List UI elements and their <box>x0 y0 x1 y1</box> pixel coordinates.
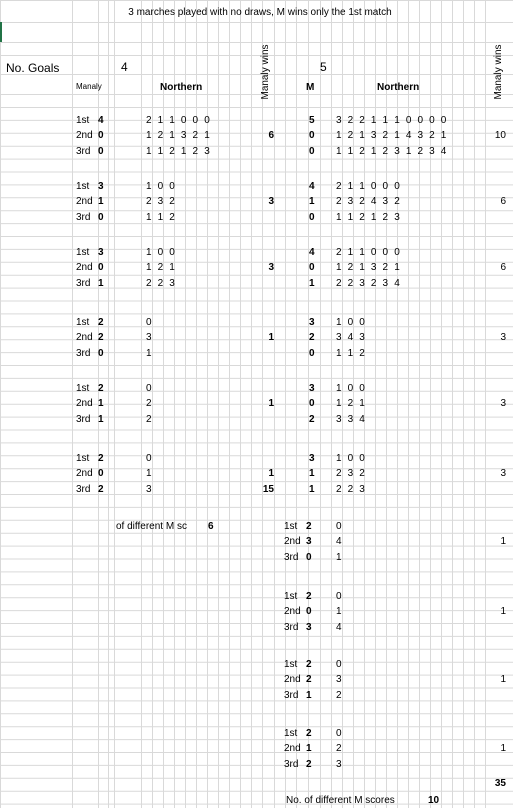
match-label[interactable]: 2nd <box>76 130 93 142</box>
northern-scores[interactable]: 2 1 1 0 0 0 <box>336 181 403 192</box>
match-label[interactable]: 2nd <box>284 674 301 686</box>
northern-scores[interactable]: 1 0 0 <box>146 181 178 192</box>
match-label[interactable]: 1st <box>284 521 298 532</box>
m-score[interactable]: 2 <box>306 659 312 670</box>
manaly-wins-count[interactable]: 6 <box>268 130 274 142</box>
northern-scores[interactable]: 2 3 2 4 3 2 <box>336 196 403 208</box>
m-score[interactable]: 2 <box>306 728 312 739</box>
m-score[interactable]: 4 <box>309 181 315 192</box>
selected-cell-indicator <box>0 22 2 42</box>
manaly-score[interactable]: 2 <box>98 453 104 464</box>
manaly-score[interactable]: 3 <box>98 247 104 258</box>
northern-scores[interactable]: 4 <box>336 536 344 548</box>
northern-scores[interactable]: 1 1 2 <box>146 211 178 223</box>
manaly-wins-count[interactable]: 3 <box>268 262 274 274</box>
m-score[interactable]: 3 <box>306 621 312 633</box>
northern-scores[interactable]: 2 2 3 2 3 4 <box>336 277 403 289</box>
northern-scores[interactable]: 3 <box>146 332 154 344</box>
m-score[interactable]: 3 <box>309 383 315 394</box>
manaly-score[interactable]: 0 <box>98 468 104 480</box>
match-label[interactable]: 2nd <box>284 743 301 755</box>
manaly-score[interactable]: 2 <box>98 317 104 328</box>
northern-scores[interactable]: 2 1 1 0 0 0 <box>336 247 403 258</box>
northern-scores[interactable]: 1 2 1 <box>336 398 368 410</box>
manaly-wins-count[interactable]: 1 <box>500 536 506 548</box>
match-label[interactable]: 3rd <box>76 277 91 289</box>
match-label[interactable]: 3rd <box>76 413 91 425</box>
manaly-wins-count[interactable]: 3 <box>500 332 506 344</box>
northern-scores[interactable]: 2 <box>336 689 344 701</box>
match-label[interactable]: 3rd <box>76 347 91 359</box>
northern-scores[interactable]: 1 0 0 <box>336 453 368 464</box>
northern-scores[interactable]: 0 <box>146 383 154 394</box>
northern-scores[interactable]: 2 1 1 0 0 0 <box>146 115 213 126</box>
manaly-wins-count[interactable]: 6 <box>500 262 506 274</box>
match-label[interactable]: 1st <box>76 317 90 328</box>
northern-scores[interactable]: 2 <box>336 743 344 755</box>
manaly-wins-count[interactable]: 3 <box>500 468 506 480</box>
northern-scores[interactable]: 2 3 2 <box>336 468 368 480</box>
northern-scores[interactable]: 1 2 1 <box>146 262 178 274</box>
manaly-wins-count[interactable]: 1 <box>268 468 274 480</box>
northern-scores[interactable]: 1 2 1 3 2 1 <box>336 262 403 274</box>
m-score[interactable]: 1 <box>306 689 312 701</box>
m-score[interactable]: 0 <box>309 130 315 142</box>
northern-scores[interactable]: 2 2 3 <box>146 277 178 289</box>
left-diff-label[interactable]: of different M sc <box>116 521 187 532</box>
manaly-score[interactable]: 3 <box>98 181 104 192</box>
m-score[interactable]: 0 <box>306 551 312 563</box>
match-label[interactable]: 2nd <box>284 606 301 618</box>
northern-scores[interactable]: 3 <box>336 674 344 686</box>
northern-scores[interactable]: 3 <box>336 758 344 770</box>
match-label[interactable]: 3rd <box>76 145 91 157</box>
northern-scores[interactable]: 2 2 3 <box>336 483 368 495</box>
m-score[interactable]: 0 <box>309 262 315 274</box>
match-label[interactable]: 2nd <box>284 536 301 548</box>
right-total[interactable]: 35 <box>494 778 506 789</box>
northern-scores[interactable]: 3 3 4 <box>336 413 368 425</box>
right-diff-label[interactable]: No. of different M scores <box>286 795 395 806</box>
match-label[interactable]: 3rd <box>284 689 299 701</box>
m-score[interactable]: 3 <box>306 536 312 548</box>
manaly-score[interactable]: 0 <box>98 211 104 223</box>
match-label[interactable]: 2nd <box>76 468 93 480</box>
left-wins-total[interactable]: 15 <box>262 483 274 495</box>
m-score[interactable]: 0 <box>306 606 312 618</box>
left-goals-value[interactable]: 4 <box>121 60 128 74</box>
manaly-wins-count[interactable]: 1 <box>500 743 506 755</box>
manaly-wins-count[interactable]: 1 <box>268 332 274 344</box>
manaly-score[interactable]: 1 <box>98 277 104 289</box>
m-score[interactable]: 2 <box>306 758 312 770</box>
match-label[interactable]: 1st <box>76 383 90 394</box>
manaly-wins-count[interactable]: 1 <box>500 606 506 618</box>
manaly-wins-count[interactable]: 10 <box>494 130 506 142</box>
match-label[interactable]: 1st <box>284 659 298 670</box>
manaly-score[interactable]: 0 <box>98 145 104 157</box>
match-label[interactable]: 3rd <box>284 758 299 770</box>
left-header-manaly[interactable]: Manaly <box>76 82 102 91</box>
m-score[interactable]: 3 <box>309 317 315 328</box>
northern-scores[interactable]: 1 1 2 1 2 3 <box>336 211 403 223</box>
northern-scores[interactable]: 1 <box>336 606 344 618</box>
northern-scores[interactable]: 2 <box>146 398 154 410</box>
northern-scores[interactable]: 0 <box>336 591 344 602</box>
northern-scores[interactable]: 2 3 2 <box>146 196 178 208</box>
manaly-score[interactable]: 2 <box>98 483 104 495</box>
manaly-score[interactable]: 0 <box>98 347 104 359</box>
match-label[interactable]: 3rd <box>284 621 299 633</box>
manaly-score[interactable]: 1 <box>98 196 104 208</box>
m-score[interactable]: 2 <box>306 674 312 686</box>
left-header-northern[interactable]: Northern <box>160 82 203 93</box>
m-score[interactable]: 2 <box>306 521 312 532</box>
northern-scores[interactable]: 3 4 3 <box>336 332 368 344</box>
northern-scores[interactable]: 0 <box>336 659 344 670</box>
northern-scores[interactable]: 3 2 2 1 1 1 0 0 0 0 <box>336 115 449 126</box>
m-score[interactable]: 1 <box>309 483 315 495</box>
northern-scores[interactable]: 3 <box>146 483 154 495</box>
northern-scores[interactable]: 0 <box>146 317 154 328</box>
match-label[interactable]: 2nd <box>76 196 93 208</box>
right-header-northern[interactable]: Northern <box>377 82 420 93</box>
match-label[interactable]: 1st <box>76 181 90 192</box>
northern-scores[interactable]: 0 <box>336 521 344 532</box>
match-label[interactable]: 1st <box>284 591 298 602</box>
northern-scores[interactable]: 1 <box>336 551 344 563</box>
manaly-score[interactable]: 2 <box>98 332 104 344</box>
m-score[interactable]: 1 <box>309 468 315 480</box>
manaly-wins-count[interactable]: 3 <box>268 196 274 208</box>
m-score[interactable]: 2 <box>309 413 315 425</box>
northern-scores[interactable]: 0 <box>336 728 344 739</box>
manaly-wins-count[interactable]: 1 <box>500 674 506 686</box>
right-goals-value[interactable]: 5 <box>320 60 327 74</box>
match-label[interactable]: 1st <box>284 728 298 739</box>
northern-scores[interactable]: 0 <box>146 453 154 464</box>
match-label[interactable]: 2nd <box>76 262 93 274</box>
match-label[interactable]: 1st <box>76 453 90 464</box>
m-score[interactable]: 1 <box>306 743 312 755</box>
match-label[interactable]: 2nd <box>76 398 93 410</box>
m-score[interactable]: 0 <box>309 145 315 157</box>
right-wins-header[interactable]: Manaly wins <box>493 44 504 100</box>
m-score[interactable]: 0 <box>309 211 315 223</box>
m-score[interactable]: 2 <box>306 591 312 602</box>
m-score[interactable]: 1 <box>309 196 315 208</box>
manaly-score[interactable]: 2 <box>98 383 104 394</box>
northern-scores[interactable]: 1 0 0 <box>146 247 178 258</box>
manaly-wins-count[interactable]: 3 <box>500 398 506 410</box>
northern-scores[interactable]: 1 2 1 3 2 1 <box>146 130 213 142</box>
northern-scores[interactable]: 1 1 2 1 2 3 <box>146 145 213 157</box>
manaly-wins-count[interactable]: 1 <box>268 398 274 410</box>
manaly-wins-count[interactable]: 6 <box>500 196 506 208</box>
m-score[interactable]: 0 <box>309 347 315 359</box>
northern-scores[interactable]: 1 <box>146 468 154 480</box>
northern-scores[interactable]: 1 1 2 1 2 3 1 2 3 4 <box>336 145 449 157</box>
m-score[interactable]: 3 <box>309 453 315 464</box>
northern-scores[interactable]: 1 <box>146 347 154 359</box>
m-score[interactable]: 1 <box>309 277 315 289</box>
m-score[interactable]: 0 <box>309 398 315 410</box>
left-diff-value[interactable]: 6 <box>208 521 214 532</box>
manaly-score[interactable]: 0 <box>98 262 104 274</box>
northern-scores[interactable]: 1 2 1 3 2 1 4 3 2 1 <box>336 130 449 142</box>
match-label[interactable]: 3rd <box>76 483 91 495</box>
northern-scores[interactable]: 1 1 2 <box>336 347 368 359</box>
manaly-score[interactable]: 1 <box>98 413 104 425</box>
m-score[interactable]: 2 <box>309 332 315 344</box>
m-score[interactable]: 5 <box>309 115 315 126</box>
m-score[interactable]: 4 <box>309 247 315 258</box>
manaly-score[interactable]: 0 <box>98 130 104 142</box>
match-label[interactable]: 3rd <box>284 551 299 563</box>
match-label[interactable]: 2nd <box>76 332 93 344</box>
northern-scores[interactable]: 2 <box>146 413 154 425</box>
northern-scores[interactable]: 4 <box>336 621 344 633</box>
northern-scores[interactable]: 1 0 0 <box>336 317 368 328</box>
no-goals-label[interactable]: No. Goals <box>6 61 60 75</box>
right-header-m[interactable]: M <box>306 82 315 93</box>
sheet-title[interactable]: 3 marches played with no draws, M wins only the 1st match <box>128 7 392 18</box>
match-label[interactable]: 1st <box>76 247 90 258</box>
match-label[interactable]: 1st <box>76 115 90 126</box>
manaly-score[interactable]: 4 <box>98 115 104 126</box>
right-diff-value[interactable]: 10 <box>428 795 440 806</box>
match-label[interactable]: 3rd <box>76 211 91 223</box>
manaly-score[interactable]: 1 <box>98 398 104 410</box>
left-wins-header[interactable]: Manaly wins <box>260 44 271 100</box>
northern-scores[interactable]: 1 0 0 <box>336 383 368 394</box>
